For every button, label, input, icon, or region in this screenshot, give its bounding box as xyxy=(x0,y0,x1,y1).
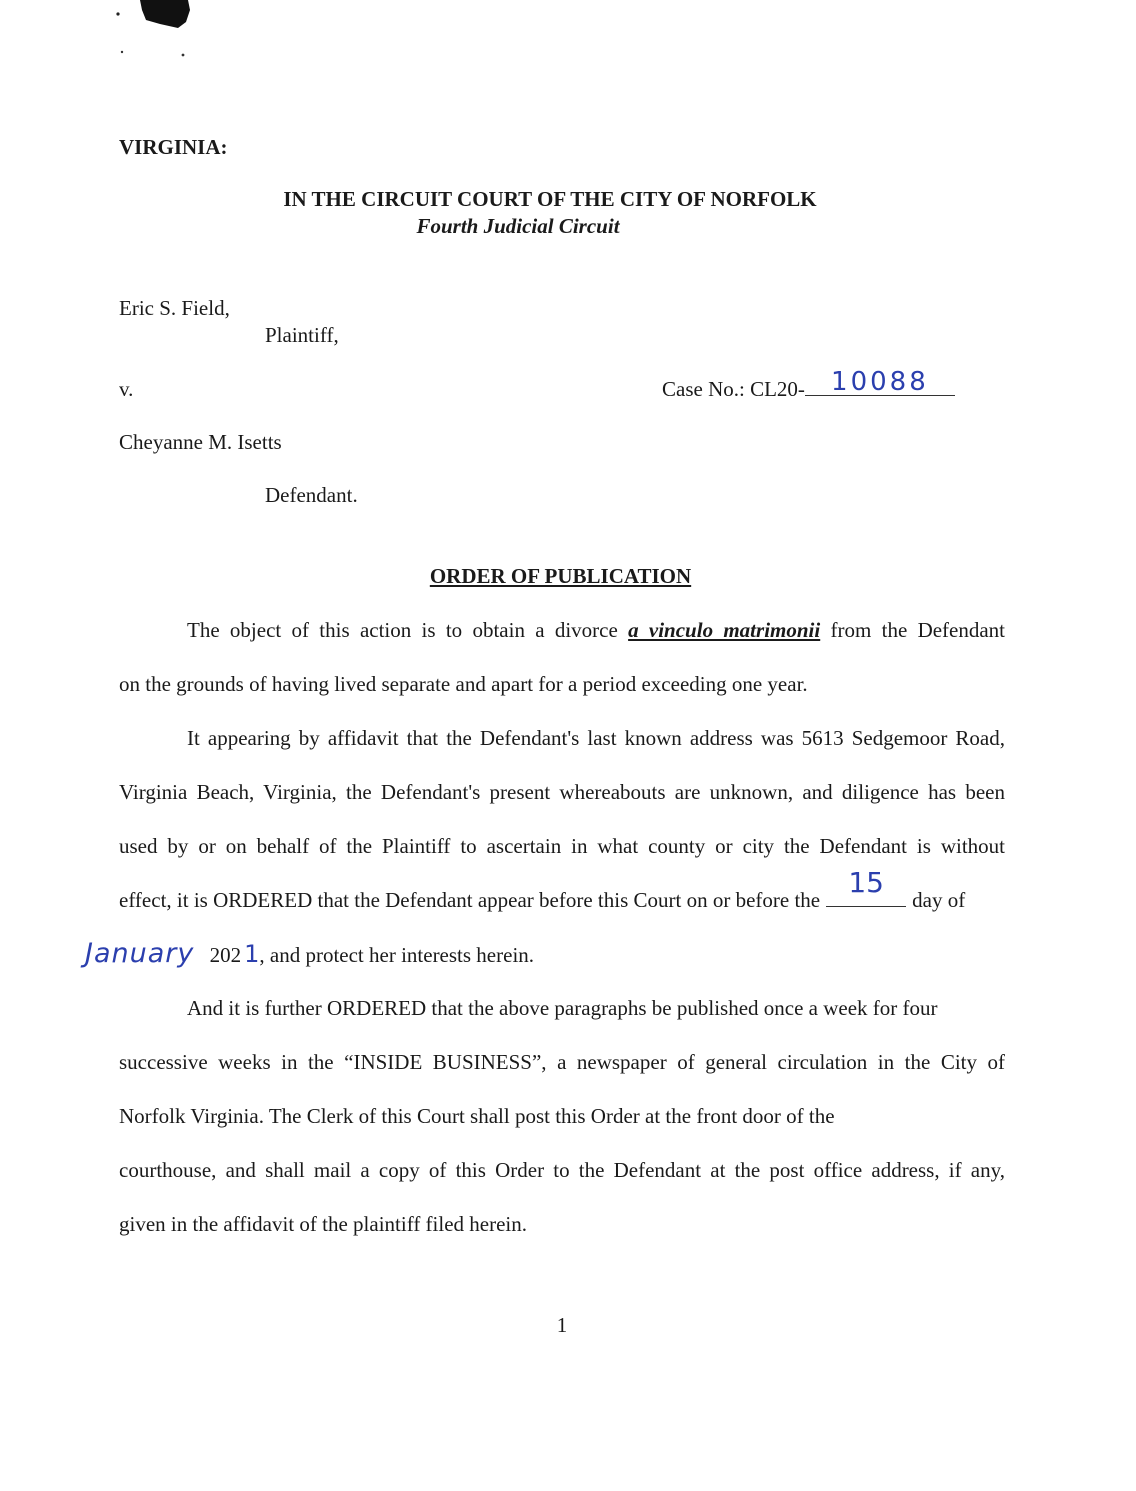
case-number-handwritten: 10088 xyxy=(831,367,929,397)
state-heading: VIRGINIA: xyxy=(119,135,228,159)
defendant-name: Cheyanne M. Isetts xyxy=(119,430,282,454)
paragraph-affidavit xyxy=(85,711,1005,981)
court-heading: IN THE CIRCUIT COURT OF THE CITY OF NORFOLK xyxy=(283,187,817,211)
paragraph3-line4: courthouse, and shall mail a copy of this Order to the Defendant at the post office address, if any, xyxy=(119,1158,1005,1182)
latin-phrase: a vinculo matrimonii xyxy=(628,618,821,642)
paragraph3-line2: successive weeks in the “INSIDE BUSINESS”, a newspaper of general circulation in the City of xyxy=(119,1050,1005,1074)
case-number-blank xyxy=(805,367,955,397)
month-handwritten: January xyxy=(85,938,195,969)
document-title: ORDER OF PUBLICATION xyxy=(429,564,692,588)
paragraph1-line2: on the grounds of having lived separate and apart for a period exceeding one year. xyxy=(119,672,808,696)
case-number-label: Case No.: CL20- xyxy=(662,377,805,401)
paragraph1-line1: The object of this action is to obtain a divorce a vinculo matrimonii from the Defendant xyxy=(187,618,1006,642)
paragraph2-line3: used by or on behalf of the Plaintiff to ascertain in what county or city the Defendant is without xyxy=(119,834,1005,858)
plaintiff-role: Plaintiff, xyxy=(265,323,339,347)
paragraph2-line1: It appearing by affidavit that the Defendant's last known address was 5613 Sedgemoor Road, xyxy=(187,726,1005,750)
defendant-role: Defendant. xyxy=(265,483,358,507)
paragraph3-line1: And it is further ORDERED that the above paragraphs be published once a week for four xyxy=(187,996,938,1020)
case-number-field xyxy=(662,367,955,402)
day-handwritten: 15 xyxy=(848,866,884,899)
scan-artifact-mark xyxy=(100,0,200,64)
circuit-subheading: Fourth Judicial Circuit xyxy=(416,214,620,238)
page-number: 1 xyxy=(556,1313,568,1337)
paragraph-publication xyxy=(119,981,1005,1251)
paragraph2-line4: effect, it is ORDERED that the Defendant appear before this Court on or before the 15 day of xyxy=(119,873,1005,927)
plaintiff-name: Eric S. Field, xyxy=(119,296,230,320)
paragraph3-line5: given in the affidavit of the plaintiff filed herein. xyxy=(119,1212,528,1236)
year-digit-handwritten: 1 xyxy=(244,940,260,968)
paragraph3-line3: Norfolk Virginia. The Clerk of this Court shall post this Order at the front door of the xyxy=(119,1104,835,1128)
paragraph-object-of-action xyxy=(119,603,1005,711)
versus-label: v. xyxy=(119,377,134,401)
day-blank xyxy=(826,866,906,907)
paragraph2-line5: January 202 1, and protect her interests herein. xyxy=(85,938,535,969)
paragraph2-line2: Virginia Beach, Virginia, the Defendant's present whereabouts are unknown, and diligence has been xyxy=(119,780,1005,804)
